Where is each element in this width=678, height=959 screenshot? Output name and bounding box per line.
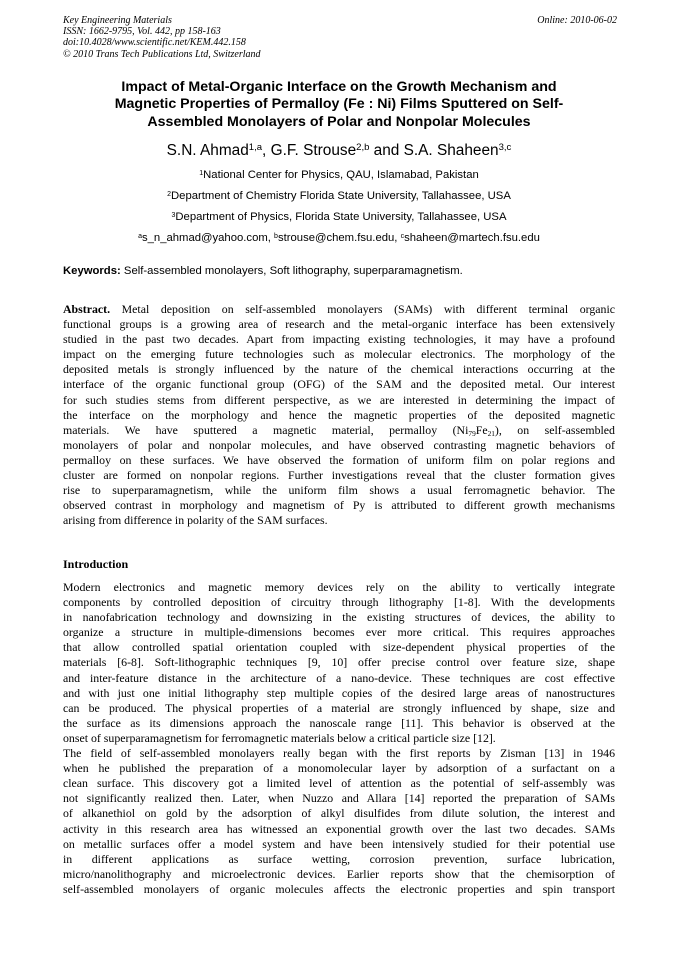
abstract-text: Metal deposition on self-assembled monolayers (SAMs) with different terminal organic [110,302,615,316]
author-affil-mark: 3,c [498,142,512,154]
keywords [63,264,623,278]
abstract-line [63,423,615,438]
email-link[interactable]: shaheen@martech.fsu.edu [404,232,540,244]
body-line: micro/nanolithography and microelectronic devices. Earlier reports show that the chemisorption of [63,866,615,881]
body-line: components by controlled deposition of circuitry through lithography [1-8]. With the developments [63,595,615,610]
author-emails [0,231,678,245]
body-line: organize a structure in multiple-dimensions becomes ever more critical. This requires approaches [63,625,615,640]
abstract-line: for such studies stems from different perspective, as we are interested in determining the impact of [63,392,615,407]
abstract [63,302,615,528]
abstract-line: cluster are formed on nonpolar regions. Further investigations reveal that the cluster formation gives [63,468,615,483]
abstract-label: Abstract. [63,302,111,316]
abstract-line: impact on the emerging future technologies such as molecular electronics. The morphology of the [63,347,615,362]
abstract-line: deposited metals is strongly influenced by the nature of the chemical interactions occurring at the [63,362,615,377]
body-line: onset of superparamagnetism for ferromagnetic materials below a critical particle size [12]. [63,730,496,745]
abstract-line: observed contrast in morphology and magnetism of Py is attributed to different growth mechanisms [63,498,615,513]
body-line: materials [6-8]. Soft-lithographic techniques [9, 10] offer precise control over feature size, shape [63,655,615,670]
affiliation-mark: 3 [171,211,176,219]
body-line: on metallic surfaces offer a model system and have been intensively studied for their potential use [63,836,615,851]
abstract-text: Fe [475,422,488,437]
author-separator: and [369,142,404,159]
body-line: clean surface. This discovery got a limited level of attention as the potential of self-assembly was [63,776,615,791]
abstract-line: arising from difference in polarity of the SAM surfaces. [63,513,328,528]
affiliation-text: Department of Chemistry Florida State University, Tallahassee, USA [171,190,511,202]
body-line: the surface as its dimensions approach the nanoscale range [11]. This behavior is observed at the [63,715,615,730]
body-line: self-assembled monolayers of organic molecules affects the electronic properties and spin transport [63,881,615,896]
author-list [0,142,678,160]
abstract-line: monolayers of polar and nonpolar molecules, and have observed contrasting magnetic behaviors of [63,437,615,452]
title-line: Magnetic Properties of Permalloy (Fe : Ni) Films Sputtered on Self- [114,96,564,113]
affiliation-mark: 1 [199,169,204,177]
affiliation-3 [0,210,678,224]
copyright-line: © 2010 Trans Tech Publications Ltd, Switzerland [63,48,261,60]
body-line: in different applications as surface wetting, corrosion prevention, surface lubrication, [63,851,615,866]
author-name: S.N. Ahmad [166,142,249,159]
author-name: S.A. Shaheen [403,142,499,159]
journal-name: Key Engineering Materials [63,15,172,26]
body-line: and with just one initial lithography step multiple copies of the desired large areas of nanostructures [63,685,615,700]
issn-line: ISSN: 1662-9795, Vol. 442, pp 158-163 [63,26,221,38]
body-line: activity in this research area has witnessed an exponential growth over the last two decades. SAMs [63,821,615,836]
doi-line: doi:10.4028/www.scientific.net/KEM.442.158 [63,37,246,49]
keywords-text: Self-assembled monolayers, Soft lithography, superparamagnetism. [120,265,463,277]
abstract-line: functional groups is a growing area of research and the metal-organic interface has been extensively [63,317,615,332]
abstract-line: rise to superparamagnetism, while the uniform film shows a usual ferromagnetic behavior. The [63,483,615,498]
online-date: Online: 2010-06-02 [537,15,617,26]
abstract-text: ), on self-assembled [494,422,615,437]
affiliation-text: National Center for Physics, QAU, Islamabad, Pakistan [203,169,479,181]
abstract-text: materials. We have sputtered a magnetic material, permalloy (Ni [63,422,469,437]
body-line: The field of self-assembled monolayers really began with the first reports by Zisman [13] in 1946 [63,746,615,761]
email-link[interactable]: strouse@chem.fsu.edu, [277,232,401,244]
body-line: Modern electronics and magnetic memory devices rely on the ability to vertically integrate [63,580,615,594]
affiliation-mark: 2 [167,190,171,198]
title-line: Assembled Monolayers of Polar and Nonpolar Molecules [147,113,531,130]
affiliation-text: Department of Physics, Florida State University, Tallahassee, USA [175,211,507,223]
author-affil-mark: 1,a [248,142,263,154]
body-line: and inter-feature distance in the architecture of a nano-device. These techniques are cost effective [63,670,615,685]
email-mark: c [400,232,405,240]
body-line: of alkanethiol on gold by the adsorption of alkyl disulfides from dilute solution, the interest and [63,806,615,821]
title-line: Impact of Metal-Organic Interface on the Growth Mechanism and [121,79,557,95]
author-name: G.F. Strouse [270,142,357,159]
subscript: 21 [487,428,495,438]
paper-title [70,79,608,131]
running-header [63,15,617,60]
affiliation-1 [0,168,678,182]
abstract-line: the interface on the morphology and hence the magnetic properties of the deposited magnetic [63,407,615,422]
abstract-line: interface of the organic functional group (OFG) of the SAM and the deposited metal. Our interest [63,377,615,392]
introduction-body [63,580,615,897]
abstract-line: permalloy on these surfaces. We have observed the formation of uniform film on polar regions and [63,452,615,467]
abstract-line: studied in the past two decades. Apart from impacting existing technologies, it may have a profound [63,332,615,347]
affiliation-2 [0,189,678,203]
abstract-line [63,302,615,317]
body-line: in nanofabrication technology and downsizing in the existing structures of devices, the ability to [63,610,615,625]
email-mark: a [138,232,142,240]
author-separator: , [262,142,271,159]
email-link[interactable]: s_n_ahmad@yahoo.com, [142,232,275,244]
body-line: when he published the preparation of a monomolecular layer by adsorption of a surfactant on a [63,761,615,776]
body-line: that allow controlled spatial orientation coupled with size-dependent physical properties of the [63,640,615,655]
keywords-label: Keywords: [63,265,121,277]
body-line: can be produced. The physical properties of a material are strongly influenced by shape, size and [63,700,615,715]
subscript: 79 [468,428,476,438]
section-heading: Introduction [63,557,129,571]
body-line: not significantly realized then. Later, when Nuzzo and Allara [14] reported the preparation of SAMs [63,791,615,806]
author-affil-mark: 2,b [356,142,370,154]
email-mark: b [274,232,278,240]
